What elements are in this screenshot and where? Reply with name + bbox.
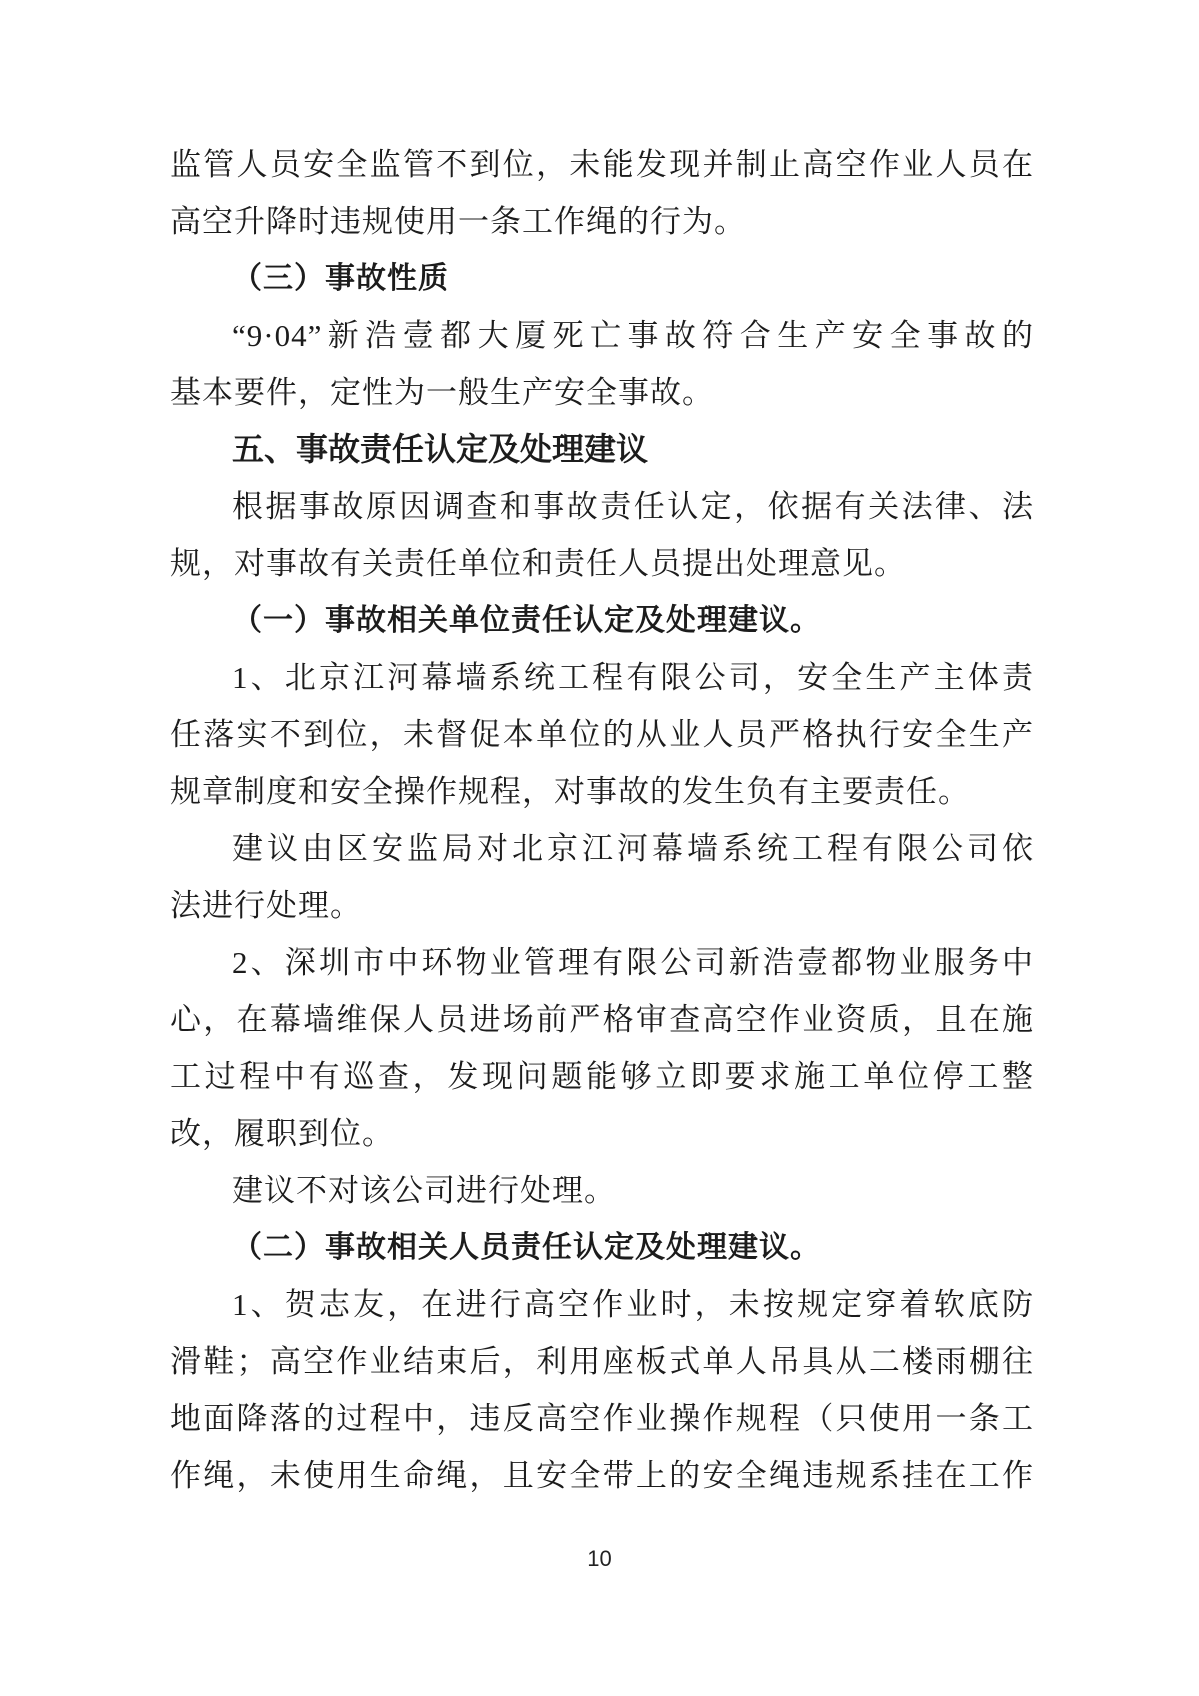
paragraph-line: 1、北京江河幕墙系统工程有限公司，安全生产主体责 xyxy=(232,660,1034,695)
paragraph-line: 根据事故原因调查和事故责任认定，依据有关法律、法 xyxy=(232,489,1034,524)
paragraph-line: “9·04”新浩壹都大厦死亡事故符合生产安全事故的 xyxy=(232,318,1034,353)
paragraph-line: 1、贺志友，在进行高空作业时，未按规定穿着软底防 xyxy=(232,1287,1034,1322)
section-heading: 五、事故责任认定及处理建议 xyxy=(232,431,649,467)
page-number: 10 xyxy=(587,1546,612,1571)
paragraph-line: 任落实不到位，未督促本单位的从业人员严格执行安全生产 xyxy=(170,717,1034,752)
sub-heading: （二）事故相关人员责任认定及处理建议。 xyxy=(232,1231,821,1264)
paragraph-line: 基本要件，定性为一般生产安全事故。 xyxy=(170,375,714,410)
sub-heading: （一）事故相关单位责任认定及处理建议。 xyxy=(232,604,821,637)
paragraph-line: 规，对事故有关责任单位和责任人员提出处理意见。 xyxy=(170,546,906,581)
document-body xyxy=(170,136,1034,1504)
paragraph-line: 滑鞋；高空作业结束后，利用座板式单人吊具从二楼雨棚往 xyxy=(170,1344,1034,1379)
paragraph-line: 工过程中有巡查，发现问题能够立即要求施工单位停工整 xyxy=(170,1059,1034,1094)
paragraph-line: 2、深圳市中环物业管理有限公司新浩壹都物业服务中 xyxy=(232,945,1034,980)
paragraph-line: 改，履职到位。 xyxy=(170,1116,394,1151)
paragraph-line: 建议不对该公司进行处理。 xyxy=(232,1173,616,1208)
sub-heading: （三）事故性质 xyxy=(232,262,449,295)
paragraph-line: 地面降落的过程中，违反高空作业操作规程（只使用一条工 xyxy=(170,1401,1034,1436)
paragraph-line: 监管人员安全监管不到位，未能发现并制止高空作业人员在 xyxy=(170,147,1034,182)
paragraph-line: 建议由区安监局对北京江河幕墙系统工程有限公司依 xyxy=(232,831,1034,866)
paragraph-line: 作绳，未使用生命绳，且安全带上的安全绳违规系挂在工作 xyxy=(170,1458,1034,1493)
paragraph-line: 规章制度和安全操作规程，对事故的发生负有主要责任。 xyxy=(170,774,970,809)
paragraph-line: 法进行处理。 xyxy=(170,888,362,923)
paragraph-line: 高空升降时违规使用一条工作绳的行为。 xyxy=(170,204,746,239)
paragraph-line: 心，在幕墙维保人员进场前严格审查高空作业资质，且在施 xyxy=(170,1002,1034,1037)
